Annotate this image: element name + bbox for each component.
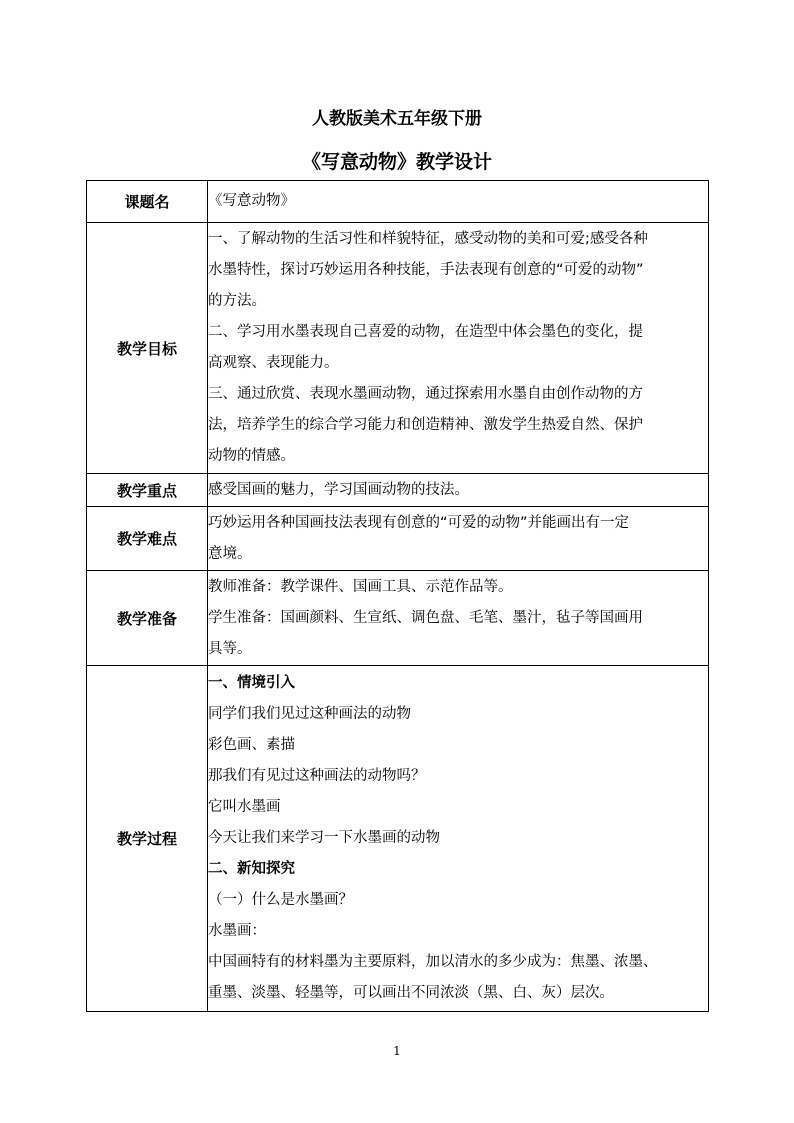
document-title: 人教版美术五年级下册 xyxy=(312,109,482,129)
preparation-line: 具等。 xyxy=(208,640,252,657)
page-number: 1 xyxy=(393,1044,401,1058)
table-row-goals xyxy=(87,223,709,474)
process-line: 彩色画、素描 xyxy=(208,737,295,753)
difficulties-line: 意境。 xyxy=(208,545,252,562)
process-line: 它叫水墨画 xyxy=(208,799,281,815)
row-label-difficulties: 教学难点 xyxy=(87,507,208,571)
table-row-process xyxy=(87,666,709,1012)
key-points-value: 感受国画的魅力，学习国画动物的技法。 xyxy=(208,474,709,507)
row-label-key-points: 教学重点 xyxy=(87,474,208,507)
row-label-goals: 教学目标 xyxy=(87,223,208,474)
row-label-process: 教学过程 xyxy=(87,666,208,1012)
section-heading: 二、新知探究 xyxy=(208,861,295,877)
topic-value: 《写意动物》 xyxy=(208,181,709,223)
process-line: 同学们我们见过这种画法的动物 xyxy=(208,706,411,722)
document-subtitle: 《写意动物》教学设计 xyxy=(301,151,492,173)
goals-line: 动物的情感。 xyxy=(208,448,295,464)
process-line: （一）什么是水墨画？ xyxy=(208,892,353,908)
goals-line: 的方法。 xyxy=(208,293,266,309)
table-row-difficulties xyxy=(87,507,709,571)
goals-line: 高观察、表现能力。 xyxy=(208,355,339,371)
goals-line: 法，培养学生的综合学习能力和创造精神、激发学生热爱自然、保护 xyxy=(208,417,643,433)
preparation-line: 教师准备：教学课件、国画工具、示范作品等。 xyxy=(208,578,513,595)
goals-line: 二、学习用水墨表现自己喜爱的动物，在造型中体会墨色的变化，提 xyxy=(208,324,643,340)
row-label-topic: 课题名 xyxy=(87,181,208,223)
difficulties-content xyxy=(208,507,709,571)
lesson-plan-table xyxy=(86,180,709,1012)
preparation-line: 学生准备：国画颜料、生宣纸、调色盘、毛笔、墨汁，毡子等国画用 xyxy=(208,609,643,626)
process-line: 中国画特有的材料墨为主要原料，加以清水的多少成为：焦墨、浓墨、 xyxy=(208,954,658,970)
process-line: 水墨画： xyxy=(208,923,266,939)
section-heading: 一、情境引入 xyxy=(208,675,295,691)
table-row-preparation xyxy=(87,571,709,666)
process-line: 那我们有见过这种画法的动物吗？ xyxy=(208,768,426,784)
preparation-content xyxy=(208,571,709,666)
goals-line: 水墨特性，探讨巧妙运用各种技能，手法表现有创意的“可爱的动物” xyxy=(208,262,644,278)
goals-line: 三、通过欣赏、表现水墨画动物，通过探索用水墨自由创作动物的方 xyxy=(208,386,643,402)
row-label-preparation: 教学准备 xyxy=(87,571,208,666)
process-line: 今天让我们来学习一下水墨画的动物 xyxy=(208,830,440,846)
goals-content xyxy=(208,223,709,474)
goals-line: 一、了解动物的生活习性和样貌特征，感受动物的美和可爱;感受各种 xyxy=(208,231,648,247)
process-line: 重墨、淡墨、轻墨等，可以画出不同浓淡（黑、白、灰）层次。 xyxy=(208,985,614,1001)
table-row-topic xyxy=(87,181,709,223)
difficulties-line: 巧妙运用各种国画技法表现有创意的“可爱的动物”并能画出有一定 xyxy=(208,514,630,531)
process-content xyxy=(208,666,709,1012)
table-row-key-points xyxy=(87,474,709,507)
